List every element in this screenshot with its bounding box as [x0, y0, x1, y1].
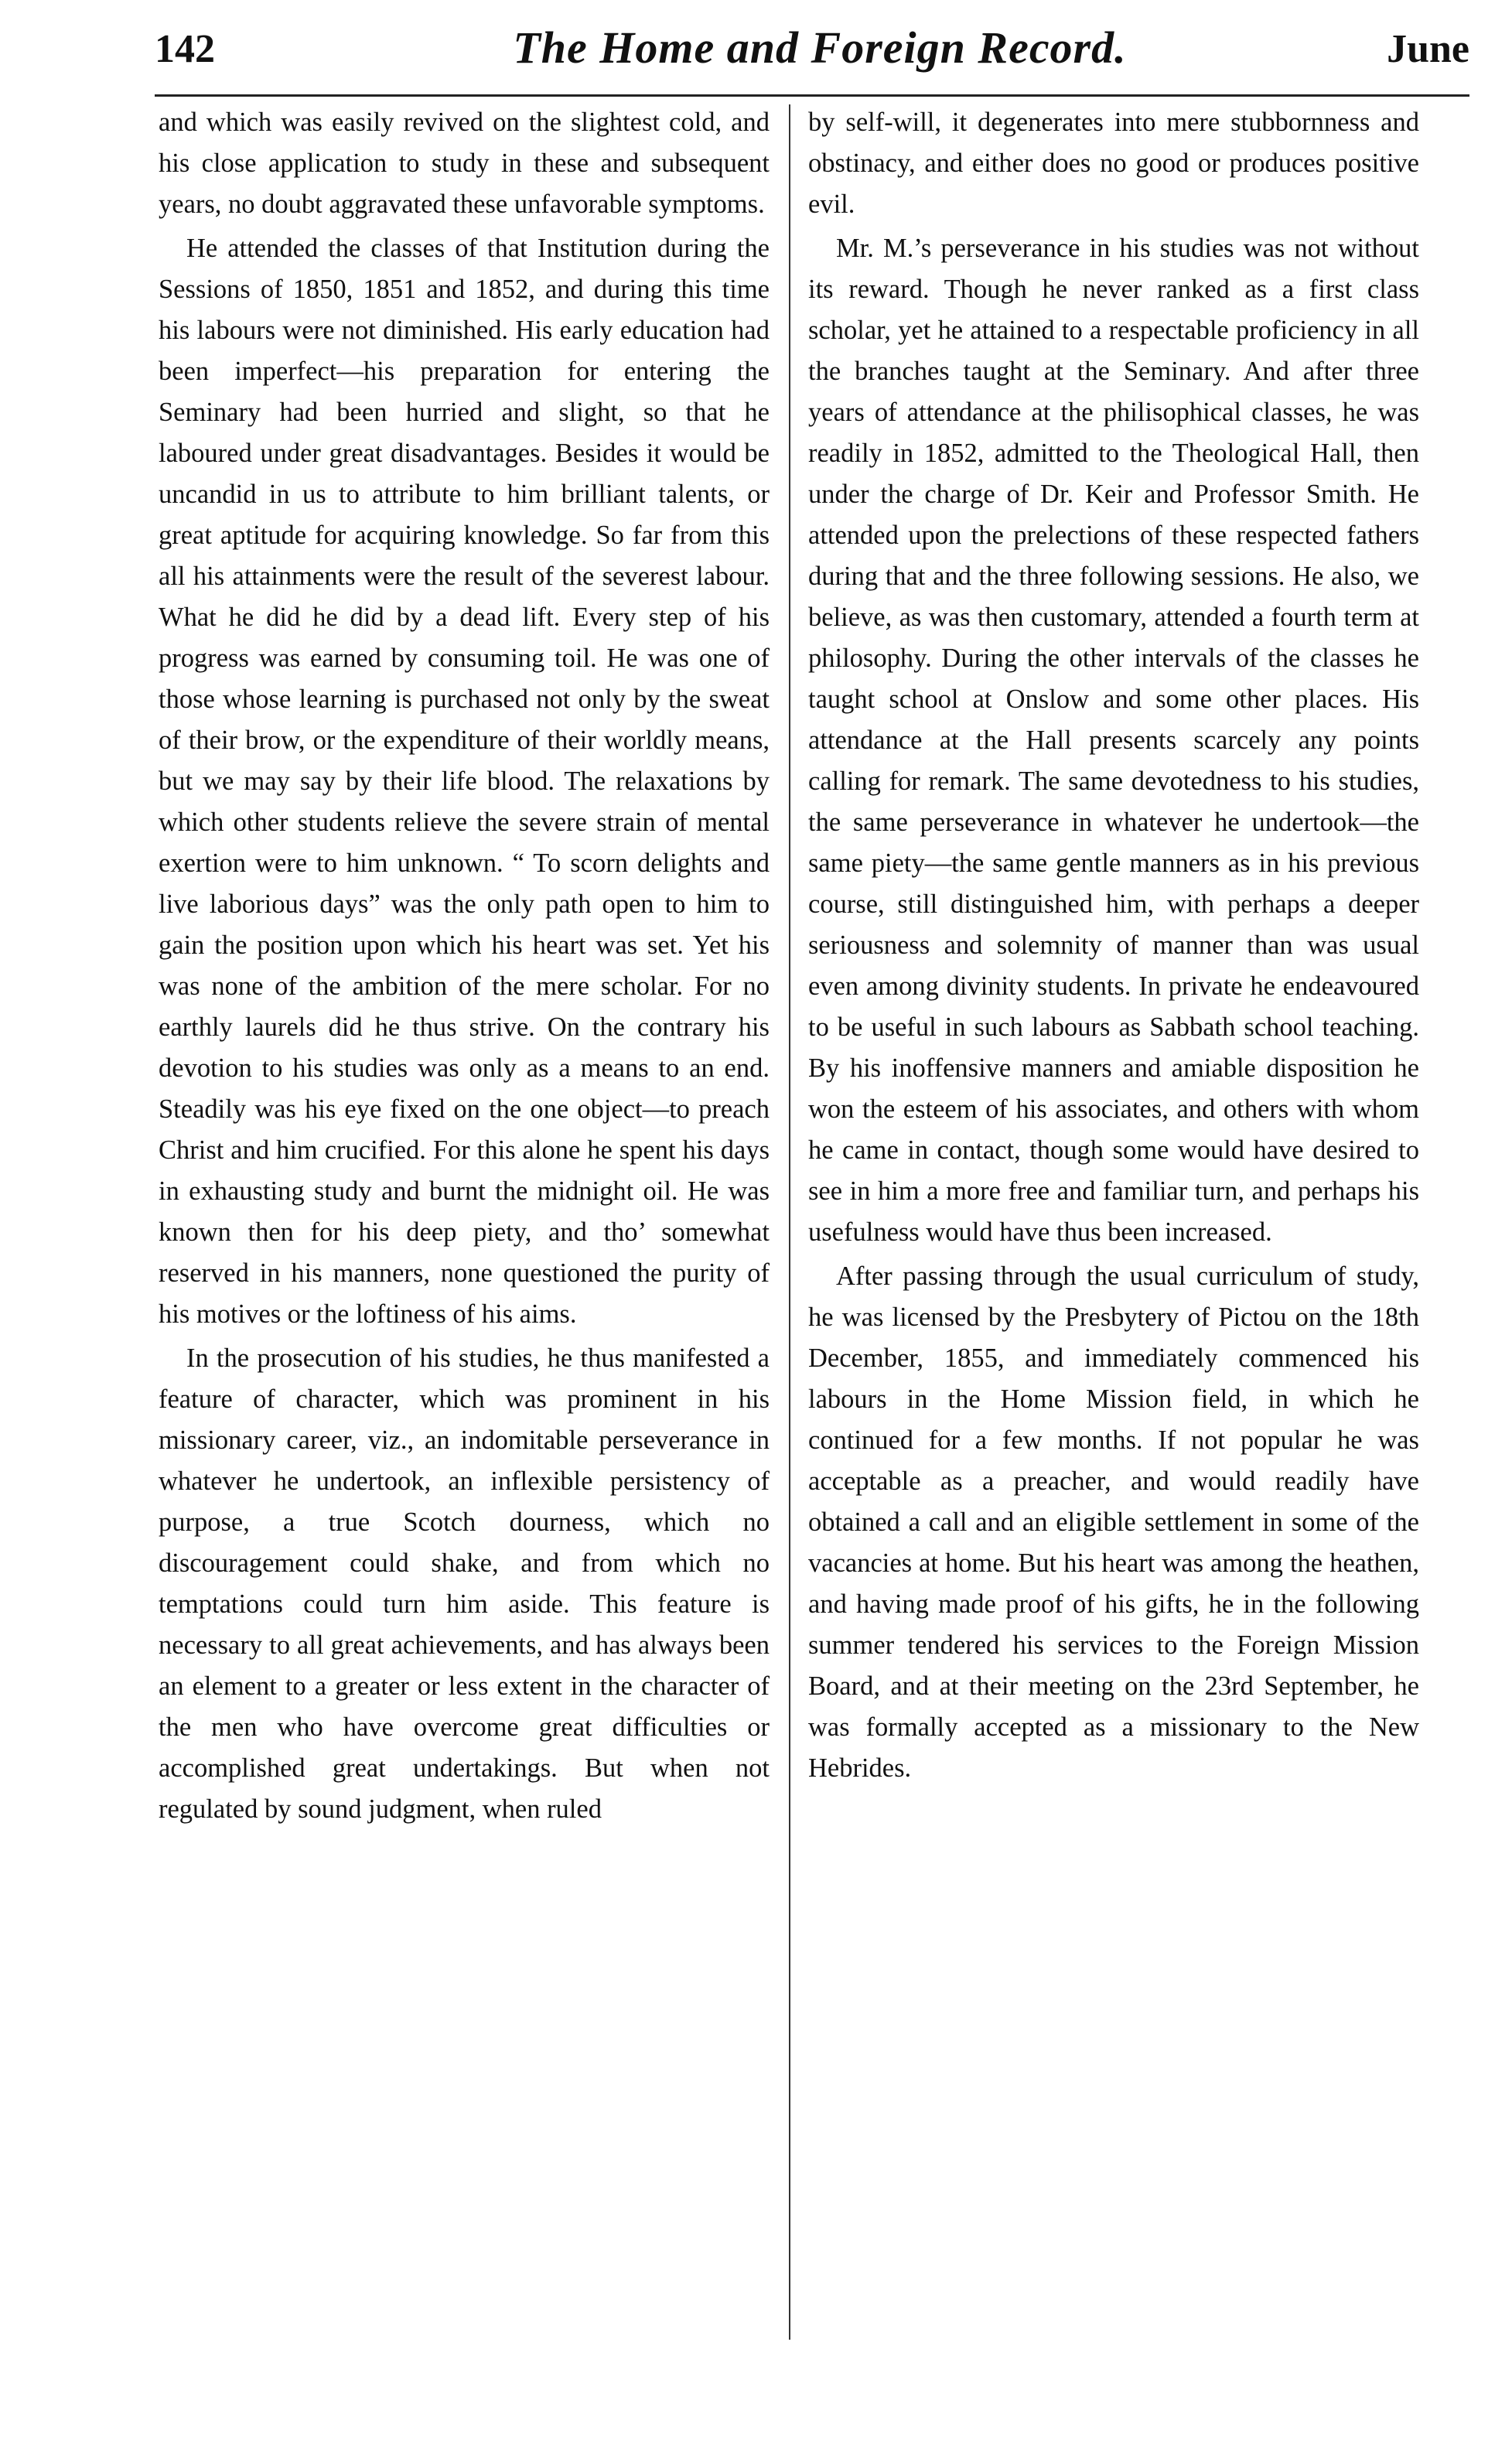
page-number: 142 [155, 27, 215, 71]
left-column [159, 102, 770, 1833]
paragraph: by self-will, it degenerates into mere stubbornness and obstinacy, and either does no good or produces positive evil. [808, 108, 1419, 219]
paragraph: After passing through the usual curriculum of study, he was licensed by the Presbytery of Pictou on the 18th December, 1855, and immediately commenced his labours in the Home Mission field, in which he continued for a few months. If not popular he was acceptable as a preacher, and would readily have obtained a call and an eligible settlement in some of the vacancies at home. But his heart was among the heathen, and having made proof of his gifts, he in the following summer tendered his services to the Foreign Mission Board, and at their meeting on the 23rd September, he was formally accepted as a missionary to the New Hebrides. [808, 1261, 1419, 1783]
right-column [808, 102, 1419, 1792]
paragraph: He attended the classes of that Institution during the Sessions of 1850, 1851 and 1852, and during this time his labours were not diminished. His early education had been imperfect—his preparation for entering the Seminary had been hurried and slight, so that he laboured under great disadvantages. Besides it would be uncandid in us to attribute to him brilliant talents, or great aptitude for acquiring knowledge. So far from this all his attainments were the result of the severest labour. What he did he did by a dead lift. Every step of his progress was earned by consuming toil. He was one of those whose learning is purchased not only by the sweat of their brow, or the expenditure of their worldly means, but we may say by their life blood. The relaxations by which other students relieve the severe strain of mental exertion were to him unknown. “ To scorn delights and live laborious days” was the only path open to him to gain the position upon which his heart was set. Yet his was none of the ambition of the mere scholar. For no earthly laurels did he thus strive. On the contrary his devotion to his studies was only as a means to an end. Steadily was his eye fixed on the one object—to preach Christ and him crucified. For this alone he spent his days in exhausting study and burnt the midnight oil. He was known then for his deep piety, and tho’ somewhat reserved in his manners, none questioned the purity of his motives or the loftiness of his aims. [159, 234, 770, 1329]
paragraph: In the prosecution of his studies, he thus manifested a feature of character, which was prominent in his missionary career, viz., an indomitable perseverance in whatever he undertook, an inflexible persistency of purpose, a true Scotch dourness, which no discouragement could shake, and from which no temptations could turn him aside. This feature is necessary to all great achievements, and has always been an element to a greater or less extent in the character of the men who have overcome great difficulties or accomplished great undertakings. But when not regulated by sound judgment, when ruled [159, 1343, 770, 1824]
header-divider [155, 94, 1469, 97]
paragraph: Mr. M.’s perseverance in his studies was not without its reward. Though he never ranked as a first class scholar, yet he attained to a respectable proficiency in all the branches taught at the Seminary. And after three years of attendance at the philisophical classes, he was readily in 1852, admitted to the Theological Hall, then under the charge of Dr. Keir and Professor Smith. He attended upon the prelections of these respected fathers during that and the three following sessions. He also, we believe, as was then customary, attended a fourth term at philosophy. During the other intervals of the classes he taught school at Onslow and some other places. His attendance at the Hall presents scarcely any points calling for remark. The same devotedness to his studies, the same perseverance in whatever he undertook—the same piety—the same gentle manners as in his previous course, still distinguished him, with perhaps a deeper seriousness and solemnity of manner than was usual even among divinity students. In private he endeavoured to be useful in such labours as Sabbath school teaching. By his inoffensive manners and amiable disposition he won the esteem of his associates, and others with whom he came in contact, though some would have desired to see in him a more free and familiar turn, and perhaps his usefulness would have thus been increased. [808, 234, 1419, 1247]
column-divider [789, 104, 790, 2340]
issue-month: June [1387, 27, 1469, 71]
journal-title: The Home and Foreign Record. [513, 22, 1127, 73]
paragraph: and which was easily revived on the slightest cold, and his close application to study in these and subsequent years, no doubt aggravated these unfavorable symptoms. [159, 108, 770, 219]
page-header [155, 22, 1469, 91]
